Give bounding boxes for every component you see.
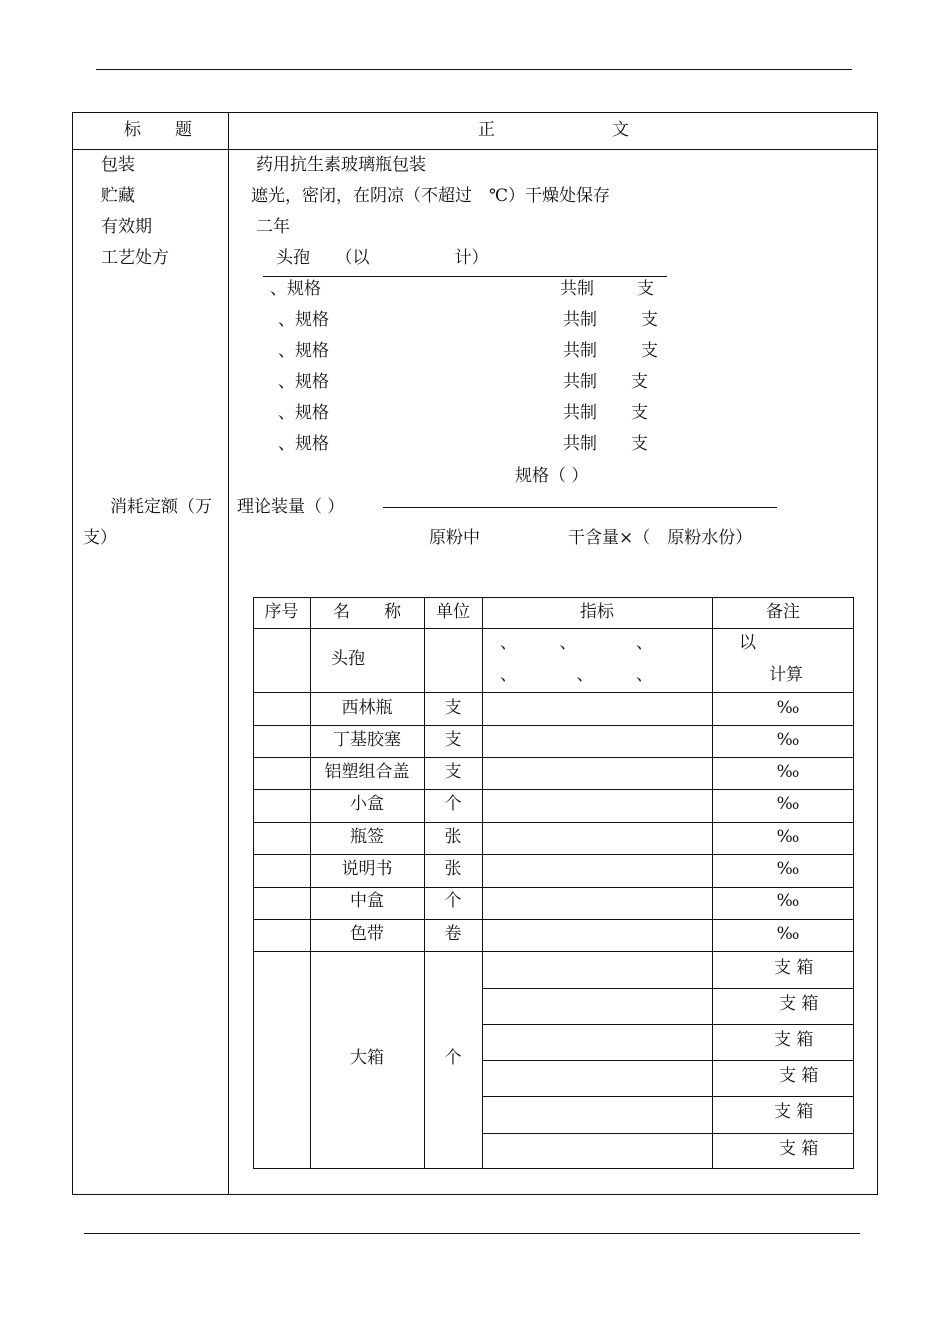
validity-label: 有效期: [101, 217, 152, 237]
frame-header-divider: [72, 149, 878, 150]
table-col-line: [712, 597, 713, 1169]
formula-produce: 共制: [563, 310, 597, 330]
row-name: 说明书: [341, 859, 393, 879]
process-label: 工艺处方: [101, 248, 169, 268]
table-subrow-line: [482, 1060, 854, 1061]
table-row-line: [253, 757, 854, 758]
formula-head: 头孢 （以 计）: [276, 248, 489, 268]
table-row-line: [253, 789, 854, 790]
row-remark: ‰: [776, 891, 800, 911]
cephalo-name: 头孢: [331, 649, 365, 669]
column-header-title: 标 题: [124, 120, 192, 140]
formula-unit: 支: [641, 310, 658, 330]
row-name: 铝塑组合盖: [324, 762, 410, 782]
row-unit: 支: [444, 762, 462, 782]
formula-spec: 、规格: [278, 341, 329, 361]
row-remark: ‰: [776, 859, 800, 879]
row-unit: 个: [444, 891, 462, 911]
formula-unit: 支: [641, 341, 658, 361]
bigbox-remark: 支 箱: [779, 994, 819, 1014]
formula-spec-paren: 规格（ ）: [515, 466, 589, 486]
th-no: 序号: [264, 602, 299, 622]
formula-unit: 支: [631, 372, 648, 392]
formula-spec: 、规格: [278, 434, 329, 454]
formula-produce: 共制: [563, 341, 597, 361]
table-row-line: [253, 692, 854, 693]
table-row-line: [253, 725, 854, 726]
row-remark: ‰: [776, 698, 800, 718]
bigbox-name: 大箱: [350, 1048, 384, 1068]
formula-spec: 、规格: [270, 279, 321, 299]
table-subrow-line: [482, 1096, 854, 1097]
row-remark: ‰: [776, 794, 800, 814]
table-row-line: [253, 854, 854, 855]
th-index: 指标: [580, 602, 614, 622]
page-footer-rule: [84, 1233, 860, 1234]
storage-label: 贮藏: [101, 186, 135, 206]
formula-spec: 、规格: [278, 372, 329, 392]
th-unit: 单位: [436, 602, 470, 622]
row-unit: 个: [444, 794, 462, 814]
bigbox-unit: 个: [444, 1048, 462, 1068]
page-header-rule: [96, 69, 852, 70]
packaging-value: 药用抗生素玻璃瓶包装: [256, 155, 426, 175]
table-col-line: [424, 597, 425, 1169]
formula-produce: 共制: [563, 372, 597, 392]
table-row-line: [253, 822, 854, 823]
packaging-label: 包装: [101, 155, 135, 175]
table-col-line: [310, 597, 311, 1169]
column-header-body-1: 正: [478, 120, 495, 140]
formula-spec: 、规格: [278, 310, 329, 330]
dry-content-text: 干含量×（ 原粉水份）: [568, 528, 753, 548]
table-row-line: [253, 951, 854, 952]
bigbox-remark: 支 箱: [779, 1139, 819, 1159]
th-remark: 备注: [766, 602, 800, 622]
row-remark: ‰: [776, 762, 800, 782]
table-row-line: [253, 628, 854, 629]
bigbox-remark: 支 箱: [779, 1066, 819, 1086]
row-remark: ‰: [776, 730, 800, 750]
formula-produce: 共制: [563, 434, 597, 454]
formula-head-underline: [263, 276, 667, 277]
row-name: 瓶签: [350, 827, 384, 847]
formula-unit: 支: [637, 279, 654, 299]
raw-powder-text: 原粉中: [429, 528, 480, 548]
table-row-line: [253, 919, 854, 920]
theory-fill-text: 理论装量（ ）: [237, 497, 345, 517]
row-name: 小盒: [350, 794, 384, 814]
formula-unit: 支: [631, 403, 648, 423]
bigbox-remark: 支 箱: [774, 958, 814, 978]
bigbox-remark: 支 箱: [774, 1102, 814, 1122]
row-name: 丁基胶塞: [333, 730, 401, 750]
row-unit: 张: [444, 827, 462, 847]
storage-value: 遮光，密闭，在阴凉（不超过 ℃）干燥处保存: [251, 186, 611, 206]
column-header-body-2: 文: [612, 120, 629, 140]
table-row-line: [253, 887, 854, 888]
row-unit: 卷: [444, 924, 462, 944]
th-name: 名 称: [333, 602, 401, 622]
frame-column-divider: [228, 112, 229, 1195]
validity-value: 二年: [256, 217, 290, 237]
cephalo-remark-line1: 以: [739, 633, 756, 653]
table-col-line: [482, 597, 483, 1169]
formula-spec: 、规格: [278, 403, 329, 423]
cephalo-index-line1: 、 、 、: [500, 633, 653, 653]
formula-unit: 支: [631, 434, 648, 454]
bigbox-remark: 支 箱: [774, 1030, 814, 1050]
row-name: 色带: [350, 924, 384, 944]
row-unit: 张: [444, 859, 462, 879]
row-name: 中盒: [350, 891, 384, 911]
table-subrow-line: [482, 1133, 854, 1134]
cephalo-index-line2: 、 、 、: [500, 665, 653, 685]
row-unit: 支: [444, 698, 462, 718]
formula-produce: 共制: [563, 403, 597, 423]
row-remark: ‰: [776, 827, 800, 847]
table-subrow-line: [482, 988, 854, 989]
consumption-label-line1: 消耗定额（万: [110, 497, 212, 517]
row-unit: 支: [444, 730, 462, 750]
fraction-bar: [383, 507, 777, 508]
consumption-label-line2: 支）: [83, 528, 117, 548]
cephalo-remark-line2: 计算: [769, 665, 803, 685]
row-name: 西林瓶: [341, 698, 393, 718]
formula-produce: 共制: [560, 279, 594, 299]
table-subrow-line: [482, 1024, 854, 1025]
row-remark: ‰: [776, 924, 800, 944]
